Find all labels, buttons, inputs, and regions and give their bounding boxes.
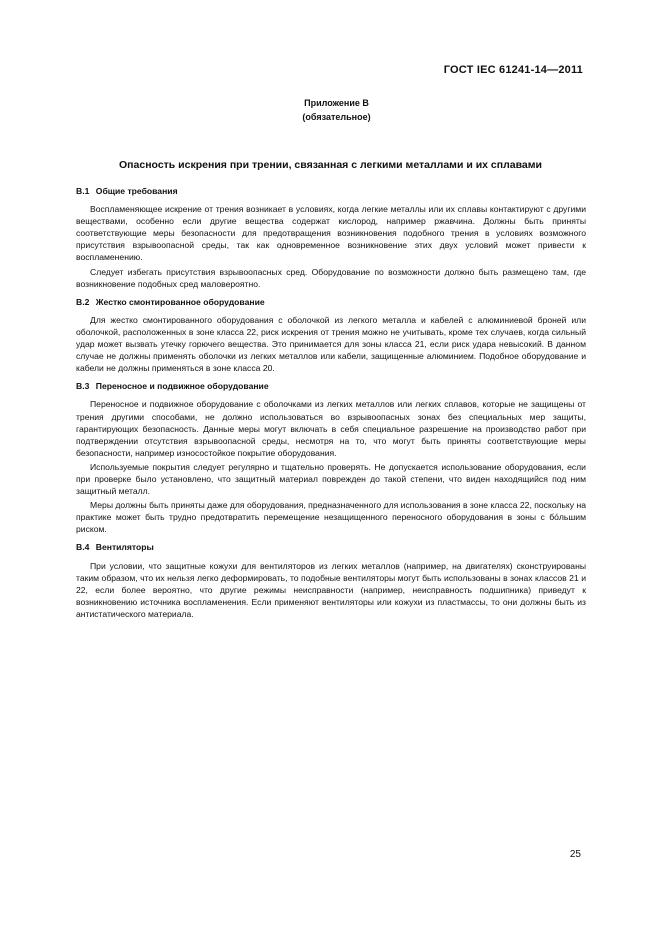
annex-body — [76, 185, 586, 626]
paragraph: Для жестко смонтированного оборудования с оболочкой из легкого металла и кабелей с алюминиевой броней или оболочкой, расположенных в зоне класса 22, риск искрения от трения можно не учитывать, кроме тех случаев, когда сильный удар может вызвать утечку горючего вещества. Это принимается для зоны класса 21, если риск удара невысокий. В данном случае не должны применять оболочки из легких металлов или кабели, защищенные алюминием. Подобное оборудование и кабели не должны применяться в зоне класса 20. — [76, 314, 586, 374]
paragraph: Переносное и подвижное оборудование с оболочками из легких металлов или легких сплавов, которые не защищены от трения другими способами, не должно использоваться во взрывоопасных зонах без специальных мер защиты, гарантирующих безопасность. Данные меры могут включать в себя специальное разрешение на производство работ при подтверждении отсутствия взрывоопасной среды, несмотря на то, что могут быть приняты соответствующие меры безопасности, например износостойкое покрытие оборудования. — [76, 399, 586, 458]
section-b3 — [76, 380, 586, 535]
section-heading — [76, 380, 586, 392]
section-title: Общие требования — [95, 186, 178, 196]
section-number: В.3 — [76, 381, 90, 392]
section-title: Переносное и подвижное оборудование — [95, 381, 269, 392]
section-b2 — [76, 296, 586, 375]
paragraph: Меры должны быть приняты даже для оборудования, предназначенного для использования в зоне класса 22, поскольку на практике может быть трудно предотвратить перемещение незащищенного переносного оборудования в зоны с бо́льшим риском. — [76, 500, 586, 535]
annex-heading — [0, 96, 661, 124]
section-number: В.2 — [76, 296, 90, 307]
section-b4 — [76, 541, 586, 620]
section-heading — [76, 541, 586, 553]
paragraph: Воспламеняющее искрение от трения возникает в условиях, когда легкие металлы или их сплавы контактируют с другими веществами, особенно если другие вещества содержат кислород, например ржавчина. Должны быть приняты соответствующие меры безопасности для предотвращения возникновения подобного трения в условиях возможного присутствия взрывоопасной среды, так как одновременное возникновение этих двух условий может привести к воспламенению. — [76, 204, 586, 263]
section-title: Вентиляторы — [95, 542, 154, 553]
page-number: 25 — [569, 849, 581, 860]
paragraph: Используемые покрытия следует регулярно и тщательно проверять. Не допускается использование оборудования, если при проверке было установлено, что защитный материал поврежден до такой степени, что виден находящийся под ним защитный металл. — [76, 461, 586, 497]
section-number: В.4 — [76, 542, 90, 553]
section-heading — [76, 185, 586, 197]
standard-designation: ГОСТ IEC 61241-14—2011 — [443, 64, 583, 76]
annex-title: Приложение В — [304, 98, 369, 108]
section-b1 — [76, 185, 586, 290]
section-title: Жестко смонтированное оборудование — [95, 296, 265, 307]
annex-status: (обязательное) — [302, 112, 371, 122]
document-title: Опасность искрения при трении, связанная с легкими металлами и их сплавами — [119, 159, 542, 171]
paragraph: Следует избегать присутствия взрывоопасных сред. Оборудование по возможности должно быть размещено там, где возникновение подобных сред маловероятно. — [76, 266, 586, 289]
section-number: В.1 — [76, 186, 90, 196]
section-heading — [76, 296, 586, 308]
paragraph: При условии, что защитные кожухи для вентиляторов из легких металлов (например, на двигателях) сконструированы таким образом, что их нельзя легко деформировать, то подобные вентиляторы могут быть использованы в зонах классов 21 и 22, если более вероятно, что другие режимы неисправности (например, неисправность подшипника) приведут к возникновению источника воспламенения. Если применяют вентиляторы или кожухи из пластмассы, то они должны быть из антистатического материала. — [76, 560, 586, 619]
